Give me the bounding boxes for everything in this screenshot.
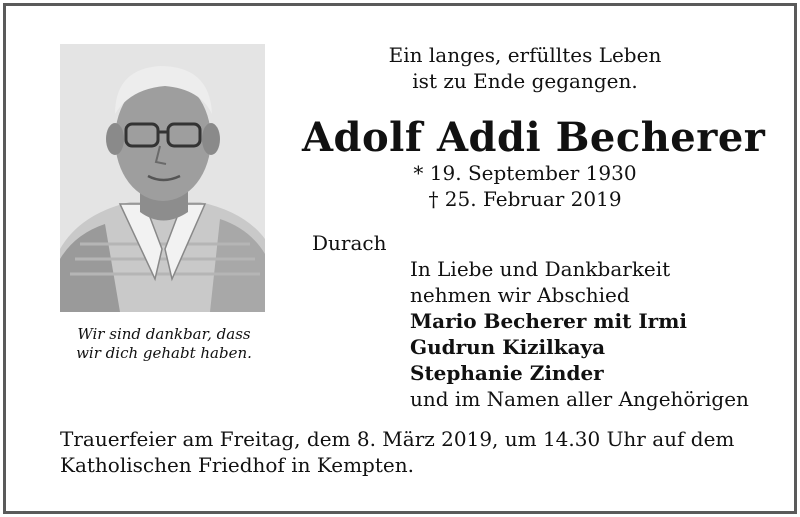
photo-caption-line: wir dich gehabt haben. [76, 344, 252, 362]
memorial-motto [380, 42, 670, 94]
service-line: Katholischen Friedhof in Kempten. [60, 453, 414, 477]
portrait-photo [60, 44, 265, 312]
death-date: † 25. Februar 2019 [428, 187, 622, 211]
mourner-name: Stephanie Zinder [410, 361, 604, 385]
hometown: Durach [312, 231, 387, 255]
life-dates [380, 160, 670, 212]
photo-caption [60, 325, 268, 363]
mourners-intro: nehmen wir Abschied [410, 283, 630, 307]
service-line: Trauerfeier am Freitag, dem 8. März 2019, um 14.30 Uhr auf dem [60, 427, 735, 451]
photo-caption-line: Wir sind dankbar, dass [77, 325, 251, 343]
birth-date: * 19. September 1930 [413, 161, 637, 185]
funeral-service-info [60, 426, 780, 478]
mourner-name: Mario Becherer mit Irmi [410, 309, 687, 333]
deceased-name: Adolf Addi Becherer [302, 114, 766, 161]
mourners-block [410, 256, 770, 412]
portrait-illustration [60, 44, 265, 312]
mourners-closing: und im Namen aller Angehörigen [410, 387, 749, 411]
motto-line: ist zu Ende gegangen. [412, 69, 638, 93]
mourner-name: Gudrun Kizilkaya [410, 335, 606, 359]
motto-line: Ein langes, erfülltes Leben [388, 43, 662, 67]
mourners-intro: In Liebe und Dankbarkeit [410, 257, 671, 281]
